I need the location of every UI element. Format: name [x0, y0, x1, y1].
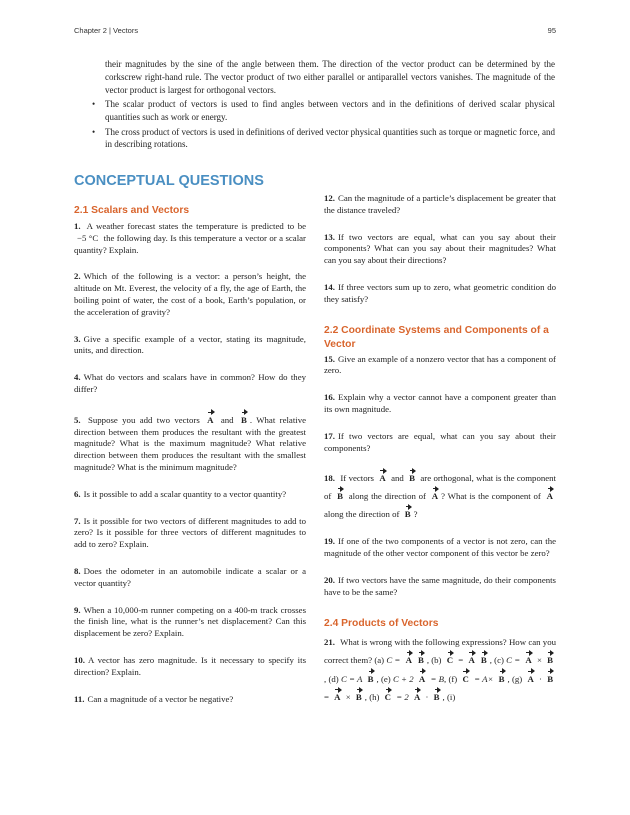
- question-text: Suppose you add two vectors: [87, 414, 200, 425]
- vector-b: B: [547, 651, 553, 665]
- question-text: If two vectors are equal, what can you say about their components?: [324, 430, 556, 453]
- summary-bullets: [92, 98, 555, 153]
- vector-a: A: [207, 411, 213, 425]
- question-16: [324, 392, 556, 416]
- question-number: 13.: [324, 231, 335, 242]
- expr-label-i: (i): [446, 692, 456, 703]
- question-number: 7.: [74, 515, 81, 526]
- question-12: [324, 193, 556, 217]
- vector-a: A: [414, 688, 420, 702]
- question-20: [324, 575, 556, 599]
- question-18: [324, 469, 556, 523]
- question-number: 1.: [74, 221, 81, 231]
- expr-label-h: (h): [369, 692, 380, 703]
- question-text: If one of the two components of a vector is not zero, can the magnitude of the other vector component of this vector be zero?: [324, 536, 556, 559]
- equals-sign: =: [324, 692, 329, 703]
- expr-label-b: (b): [431, 655, 442, 666]
- vector-a: A: [468, 651, 474, 665]
- question-text: Is it possible for two vectors of different magnitudes to add to zero? Is it possible for three vectors of different magnitudes to add to zero? Explain.: [74, 515, 306, 550]
- expr-a-lhs: C =: [386, 655, 401, 666]
- question-number: 5.: [74, 414, 81, 425]
- question-3: [74, 334, 306, 358]
- vector-c: C: [385, 688, 391, 702]
- expr-e-rhs: = B: [430, 673, 444, 684]
- vector-b: B: [547, 670, 553, 684]
- question-number: 15.: [324, 353, 335, 364]
- expr-label-e: (e): [380, 673, 391, 684]
- question-13: [324, 232, 556, 267]
- vector-a: A: [379, 469, 385, 483]
- question-text: Give an example of a nonzero vector that has a component of zero.: [324, 353, 556, 376]
- question-text-cont: ?: [413, 509, 418, 520]
- expr-label-g: (g): [511, 673, 523, 684]
- expr-f-rhs: = A×: [474, 673, 494, 684]
- page-number: 95: [547, 26, 556, 35]
- vector-a: A: [432, 487, 438, 501]
- question-text-cont: along the direction of: [348, 491, 426, 502]
- question-text: If two vectors have the same magnitude, do their components have to be the same?: [324, 574, 556, 597]
- question-15: [324, 354, 556, 378]
- expr-d-lhs: C = A: [340, 673, 363, 684]
- question-text: Is it possible to add a scalar quantity to a vector quantity?: [83, 488, 287, 499]
- vector-b: B: [405, 505, 411, 519]
- expr-h-rhs: = 2: [396, 692, 409, 703]
- question-text: What do vectors and scalars have in common? How do they differ?: [74, 372, 306, 394]
- question-number: 10.: [74, 654, 85, 665]
- question-number: 11.: [74, 693, 85, 704]
- temperature-value: −5 °C: [77, 232, 99, 243]
- vector-a: A: [547, 487, 553, 501]
- question-number: 20.: [324, 574, 335, 585]
- question-text: Can the magnitude of a particle’s displacement be greater that the distance traveled?: [324, 193, 556, 215]
- section-heading: CONCEPTUAL QUESTIONS: [74, 173, 264, 189]
- intro-paragraph: their magnitudes by the sine of the angle between them. The direction of the vector product can be determined by the corkscrew right-hand rule. The vector product of two either parallel or antiparallel vectors vanishes. The magnitude of the vector product is largest for orthogonal vectors.: [105, 59, 555, 95]
- question-9: [74, 605, 306, 640]
- section-title-2-1: 2.1 Scalars and Vectors: [74, 205, 190, 216]
- vector-b: B: [418, 651, 424, 665]
- page-header: [74, 26, 556, 35]
- question-17: [324, 431, 556, 455]
- question-text-cont: ? What is the component of: [441, 491, 541, 502]
- expr-e-lhs: C + 2: [392, 673, 414, 684]
- question-6: [74, 489, 306, 501]
- question-number: 19.: [324, 536, 335, 547]
- vector-b: B: [337, 487, 343, 501]
- cross-sign: ×: [345, 692, 351, 703]
- expr-label-c: (c): [494, 655, 504, 666]
- question-8: [74, 566, 306, 590]
- question-text-cont: are orthogonal, what is the component of: [324, 473, 556, 502]
- question-number: 3.: [74, 333, 81, 344]
- question-7: [74, 516, 306, 551]
- vector-b: B: [499, 670, 505, 684]
- vector-b: B: [409, 469, 415, 483]
- question-text: If three vectors sum up to zero, what geometric condition do they satisfy?: [324, 281, 556, 304]
- vector-b: B: [368, 670, 374, 684]
- question-1: [74, 221, 306, 256]
- question-5: [74, 411, 306, 474]
- expr-label-a: (a): [374, 655, 385, 666]
- vector-b: B: [481, 651, 487, 665]
- question-text-cont: . What relative direction between them produces the resultant with the greatest magnitude? What is the maximum magnitude? What relative direction between them produces the resultant with the smallest magnitude? What is the minimum magnitude?: [74, 414, 307, 472]
- question-text: When a 10,000-m runner competing on a 400-m track crosses the finish line, what is the runner’s net displacement? Can this displacement be zero? Explain.: [74, 604, 306, 639]
- question-text: Explain why a vector cannot have a component greater than its own magnitude.: [324, 392, 556, 414]
- right-column: [324, 193, 556, 707]
- chapter-title: Chapter 2 | Vectors: [74, 26, 139, 35]
- section-title-2-4: 2.4 Products of Vectors: [324, 617, 439, 629]
- vector-a: A: [406, 651, 412, 665]
- question-number: 12.: [324, 193, 335, 203]
- vector-a: A: [527, 670, 533, 684]
- question-11: [74, 694, 306, 706]
- question-text: What is wrong with the following expressions? How can you correct them?: [324, 636, 556, 666]
- equals-sign: =: [458, 655, 464, 666]
- vector-b: B: [241, 411, 247, 425]
- vector-c: C: [462, 670, 468, 684]
- question-text: Does the odometer in an automobile indicate a scalar or a vector quantity?: [74, 565, 306, 588]
- vector-b: B: [356, 688, 362, 702]
- question-number: 14.: [324, 281, 335, 292]
- question-text-cont: the following day. Is this temperature a vector or a scalar quantity? Explain.: [74, 232, 306, 255]
- expr-c-lhs: C =: [506, 655, 521, 666]
- question-number: 6.: [74, 488, 81, 499]
- bullet-scalar-product: • The scalar product of vectors is used to find angles between vectors and in the definitions of derived scalar physical quantities such as work or energy.: [92, 98, 555, 124]
- vector-a: A: [419, 670, 425, 684]
- section-title-2-2: 2.2 Coordinate Systems and Components of a Vector: [324, 324, 549, 350]
- question-19: [324, 536, 556, 560]
- expr-label-d: (d): [328, 673, 339, 684]
- conjunction-and: and: [220, 414, 234, 425]
- question-text: Can a magnitude of a vector be negative?: [87, 693, 234, 704]
- vector-b: B: [434, 688, 440, 702]
- question-text: Which of the following is a vector: a person’s height, the altitude on Mt. Everest, the velocity of a fly, the age of Earth, the boiling point of water, the cost of a book, Earth’s population, or the acceleration of gravity?: [74, 271, 306, 317]
- cross-sign: ×: [536, 655, 542, 666]
- bullet-cross-product: • The cross product of vectors is used in definitions of derived vector physical quantities such as torque or magnetic force, and in describing rotations.: [92, 126, 555, 152]
- question-text: If vectors: [340, 473, 374, 484]
- question-2: [74, 271, 306, 318]
- dot-sign: ·: [425, 692, 429, 703]
- vector-c: C: [447, 651, 453, 665]
- vector-a: A: [525, 651, 531, 665]
- dot-sign: ·: [539, 673, 542, 684]
- question-number: 17.: [324, 430, 335, 441]
- question-number: 2.: [74, 271, 81, 282]
- vector-a: A: [334, 688, 340, 702]
- question-number: 18.: [324, 473, 335, 484]
- question-number: 21.: [324, 636, 335, 647]
- question-10: [74, 655, 306, 679]
- question-text: A vector has zero magnitude. Is it necessary to specify its direction? Explain.: [74, 654, 306, 677]
- question-number: 8.: [74, 565, 81, 576]
- question-text-cont: along the direction of: [324, 509, 400, 520]
- question-text: Give a specific example of a vector, stating its magnitude, units, and direction.: [74, 333, 306, 356]
- question-number: 9.: [74, 604, 81, 615]
- question-21: 21. What is wrong with the following expressions? How can you correct them? (a) C = A B , (b) C = A B , (c) C = A × B, (d) C = A B , (e) C + 2 A = B, (f) C = A× B , (g) A · B = A × B , (h) C = 2 A · B , (i): [324, 636, 556, 703]
- expr-label-f: (f): [448, 673, 458, 684]
- left-column: [74, 204, 306, 705]
- question-number: 16.: [324, 392, 335, 403]
- question-14: [324, 282, 556, 306]
- question-number: 4.: [74, 372, 81, 383]
- question-4: [74, 372, 306, 396]
- conjunction-and: and: [391, 473, 404, 484]
- question-text: If two vectors are equal, what can you say about their components? What can you say about their magnitudes? What can you say about their directions?: [324, 231, 556, 266]
- question-text: A weather forecast states the temperature is predicted to be: [86, 221, 306, 231]
